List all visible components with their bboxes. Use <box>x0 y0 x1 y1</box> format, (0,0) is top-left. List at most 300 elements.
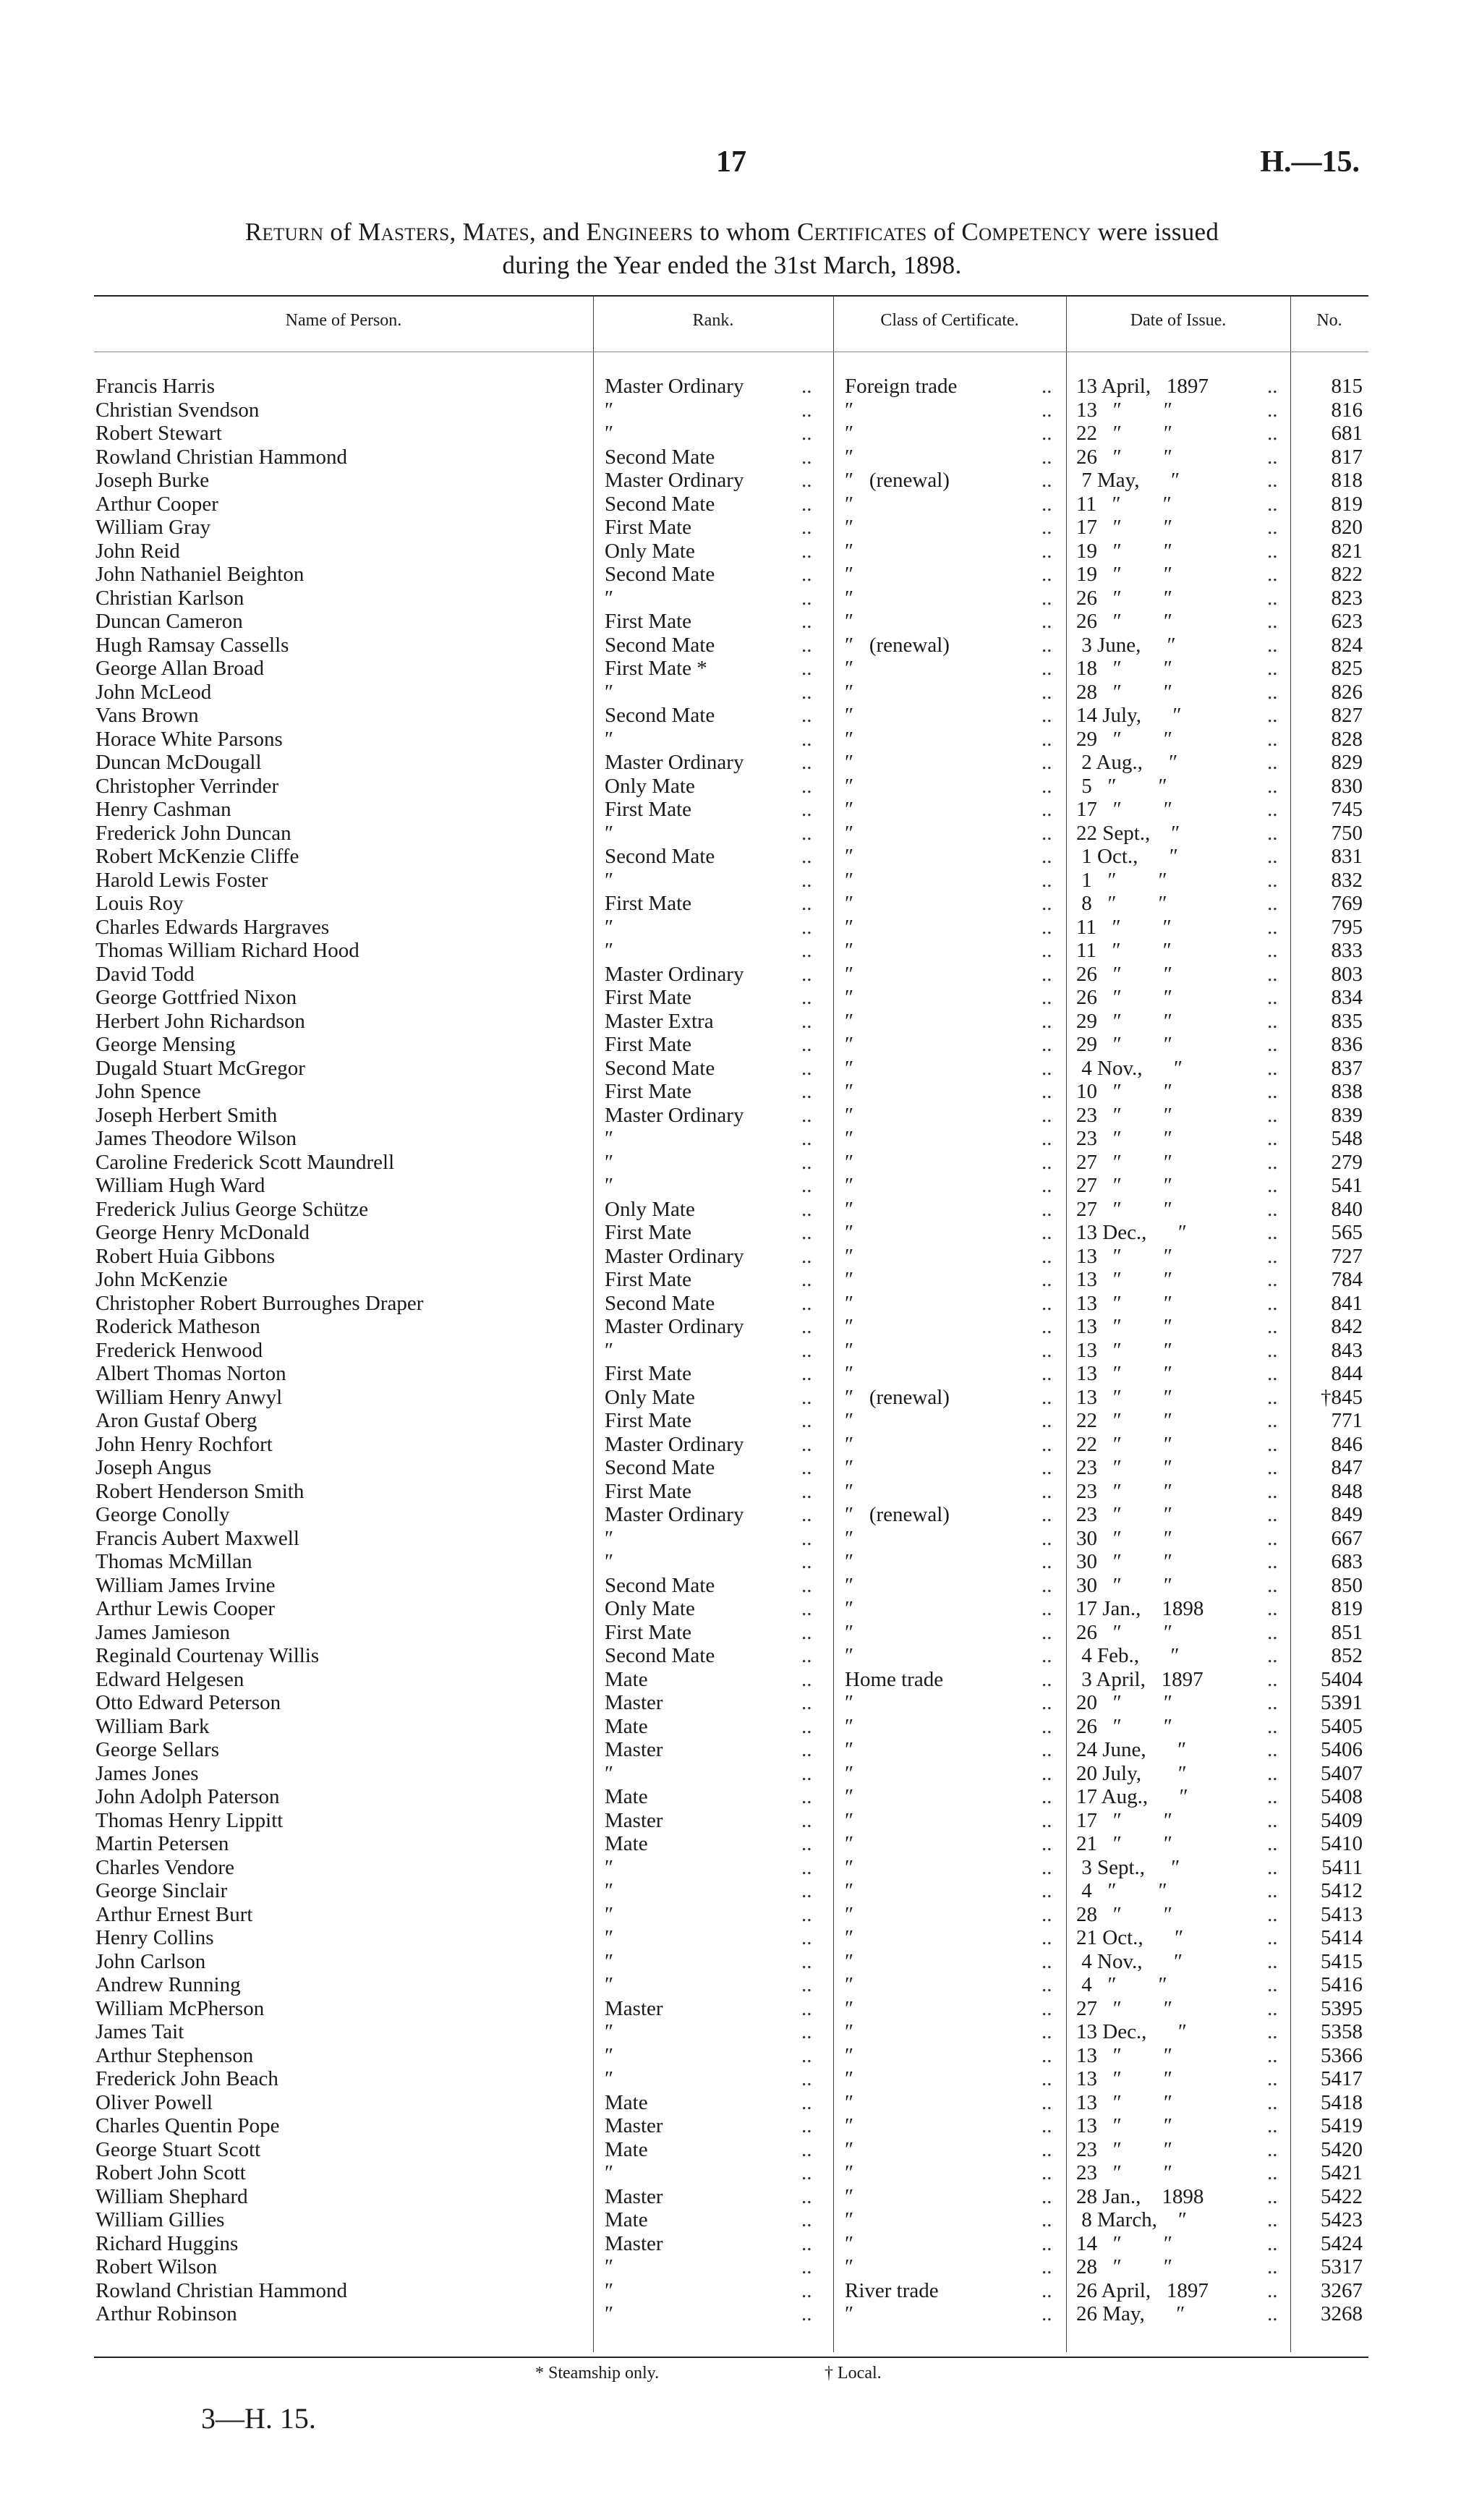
rank-leader-dots: .. <box>801 727 812 751</box>
certificate-number: 727 <box>1331 1244 1363 1268</box>
class-leader-dots: .. <box>1042 1197 1052 1221</box>
certificate-class: ″ (renewal) <box>845 1385 950 1409</box>
class-leader-dots: .. <box>1042 727 1052 751</box>
date-leader-dots: .. <box>1267 1033 1278 1056</box>
certificate-class: ″ <box>845 2231 854 2255</box>
certificate-number: 683 <box>1331 1550 1363 1573</box>
table-row <box>0 704 1461 728</box>
date-leader-dots: .. <box>1267 1479 1278 1503</box>
rank: Master Ordinary <box>605 469 744 492</box>
date-leader-dots: .. <box>1267 633 1278 657</box>
rank: ″ <box>605 422 614 445</box>
class-leader-dots: .. <box>1042 2137 1052 2161</box>
date-leader-dots: .. <box>1267 2067 1278 2090</box>
certificate-number: †845 <box>1321 1385 1363 1409</box>
certificate-number: 844 <box>1331 1362 1363 1385</box>
date-of-issue: 13 ″ ″ <box>1076 2114 1172 2137</box>
certificate-number: 835 <box>1331 1009 1363 1033</box>
certificate-number: 771 <box>1331 1409 1363 1432</box>
class-leader-dots: .. <box>1042 633 1052 657</box>
date-of-issue: 23 ″ ″ <box>1076 1456 1172 1479</box>
certificate-class: ″ <box>845 398 854 422</box>
certificate-number: 819 <box>1331 492 1363 516</box>
table-row <box>0 751 1461 775</box>
table-row <box>0 1057 1461 1081</box>
rank: Master Ordinary <box>605 1503 744 1526</box>
date-of-issue: 26 ″ ″ <box>1076 610 1172 633</box>
certificate-class: ″ <box>845 986 854 1009</box>
date-leader-dots: .. <box>1267 1080 1278 1103</box>
rank-leader-dots: .. <box>801 1808 812 1832</box>
certificate-class: ″ <box>845 751 854 774</box>
certificate-class: ″ <box>845 915 854 939</box>
table-row <box>0 540 1461 563</box>
person-name: Christian Svendson <box>95 398 260 422</box>
certificate-number: 3267 <box>1321 2278 1363 2302</box>
rank-leader-dots: .. <box>801 704 812 727</box>
person-name: Joseph Angus <box>95 1456 212 1479</box>
date-leader-dots: .. <box>1267 727 1278 751</box>
rank-leader-dots: .. <box>801 1033 812 1056</box>
date-leader-dots: .. <box>1267 610 1278 633</box>
date-of-issue: 28 ″ ″ <box>1076 1902 1172 1926</box>
certificate-class: ″ <box>845 1832 854 1855</box>
title-word: Competency <box>961 218 1091 246</box>
certificate-number: 831 <box>1331 845 1363 868</box>
class-leader-dots: .. <box>1042 375 1052 398</box>
certificate-number: 852 <box>1331 1644 1363 1667</box>
title-word: , and <box>529 218 587 246</box>
date-leader-dots: .. <box>1267 469 1278 492</box>
certificate-class: ″ <box>845 1855 854 1879</box>
rank: First Mate <box>605 1221 692 1244</box>
table-row <box>0 1715 1461 1739</box>
table-row <box>0 1174 1461 1198</box>
rank: Master <box>605 2184 663 2208</box>
rank: Master Ordinary <box>605 751 744 774</box>
rank: ″ <box>605 2255 614 2278</box>
certificate-class: ″ <box>845 586 854 610</box>
class-leader-dots: .. <box>1042 751 1052 774</box>
class-leader-dots: .. <box>1042 1056 1052 1080</box>
date-leader-dots: .. <box>1267 1221 1278 1244</box>
rank-leader-dots: .. <box>801 1597 812 1620</box>
date-of-issue: 28 Jan., 1898 <box>1076 2184 1204 2208</box>
class-leader-dots: .. <box>1042 1503 1052 1526</box>
certificate-number: 5422 <box>1321 2184 1363 2208</box>
date-of-issue: 23 ″ ″ <box>1076 2137 1172 2161</box>
date-leader-dots: .. <box>1267 1785 1278 1808</box>
person-name: Harold Lewis Foster <box>95 868 268 892</box>
rank: First Mate <box>605 1268 692 1291</box>
person-name: Arthur Ernest Burt <box>95 1902 253 1926</box>
certificate-class: ″ <box>845 845 854 868</box>
rank: ″ <box>605 680 614 704</box>
date-of-issue: 4 Feb., ″ <box>1076 1644 1180 1667</box>
table-row <box>0 1292 1461 1316</box>
table-row <box>0 610 1461 634</box>
class-leader-dots: .. <box>1042 1902 1052 1926</box>
table-row <box>0 1127 1461 1151</box>
date-leader-dots: .. <box>1267 2020 1278 2043</box>
class-leader-dots: .. <box>1042 1808 1052 1832</box>
class-leader-dots: .. <box>1042 845 1052 868</box>
date-of-issue: 21 ″ ″ <box>1076 1832 1172 1855</box>
person-name: Robert Henderson Smith <box>95 1479 304 1503</box>
column-header-name: Name of Person. <box>285 311 402 330</box>
certificate-number: 5404 <box>1321 1667 1363 1691</box>
rank-leader-dots: .. <box>801 1268 812 1291</box>
date-leader-dots: .. <box>1267 2137 1278 2161</box>
rank: Second Mate <box>605 445 715 469</box>
table-row <box>0 516 1461 540</box>
person-name: Robert Stewart <box>95 422 222 445</box>
certificate-class: ″ <box>845 1714 854 1738</box>
person-name: John Spence <box>95 1080 201 1103</box>
certificate-class: ″ <box>845 1009 854 1033</box>
date-leader-dots: .. <box>1267 2278 1278 2302</box>
table-row <box>0 2091 1461 2115</box>
person-name: David Todd <box>95 962 195 986</box>
certificate-class: ″ <box>845 1080 854 1103</box>
person-name: John Nathaniel Beighton <box>95 563 304 586</box>
footnote-local: † Local. <box>825 2364 882 2383</box>
class-leader-dots: .. <box>1042 2043 1052 2067</box>
rank: Master <box>605 1808 663 1832</box>
date-leader-dots: .. <box>1267 2114 1278 2137</box>
date-leader-dots: .. <box>1267 1973 1278 1996</box>
class-leader-dots: .. <box>1042 2114 1052 2137</box>
class-leader-dots: .. <box>1042 2231 1052 2255</box>
person-name: Vans Brown <box>95 704 199 727</box>
person-name: Charles Quentin Pope <box>95 2114 280 2137</box>
rank: ″ <box>605 2161 614 2184</box>
person-name: Andrew Running <box>95 1973 241 1996</box>
date-of-issue: 27 ″ ″ <box>1076 1197 1172 1221</box>
class-leader-dots: .. <box>1042 2302 1052 2325</box>
table-row <box>0 1033 1461 1057</box>
certificate-class: ″ <box>845 1362 854 1385</box>
top-rule <box>94 295 1368 297</box>
date-of-issue: 28 ″ ″ <box>1076 2255 1172 2278</box>
table-row <box>0 1950 1461 1974</box>
certificate-number: 817 <box>1331 445 1363 469</box>
date-leader-dots: .. <box>1267 375 1278 398</box>
date-of-issue: 23 ″ ″ <box>1076 1503 1172 1526</box>
certificate-class: ″ (renewal) <box>845 633 950 657</box>
class-leader-dots: .. <box>1042 915 1052 939</box>
table-row <box>0 2279 1461 2303</box>
certificate-class: ″ <box>845 1432 854 1456</box>
class-leader-dots: .. <box>1042 1691 1052 1714</box>
date-of-issue: 27 ″ ″ <box>1076 1174 1172 1197</box>
certificate-class: ″ <box>845 2302 854 2325</box>
date-leader-dots: .. <box>1267 1456 1278 1479</box>
certificate-number: 826 <box>1331 680 1363 704</box>
date-of-issue: 17 Jan., 1898 <box>1076 1597 1204 1620</box>
rank-leader-dots: .. <box>801 915 812 939</box>
person-name: Charles Edwards Hargraves <box>95 915 330 939</box>
date-leader-dots: .. <box>1267 657 1278 680</box>
class-leader-dots: .. <box>1042 398 1052 422</box>
date-of-issue: 14 ″ ″ <box>1076 2231 1172 2255</box>
date-of-issue: 11 ″ ″ <box>1076 939 1172 962</box>
class-leader-dots: .. <box>1042 1949 1052 1973</box>
table-row <box>0 1198 1461 1222</box>
person-name: Francis Harris <box>95 375 216 398</box>
rank-leader-dots: .. <box>801 2020 812 2043</box>
date-of-issue: 4 ″ ″ <box>1076 1973 1167 1996</box>
certificate-number: 5366 <box>1321 2043 1363 2067</box>
date-of-issue: 2 Aug., ″ <box>1076 751 1178 774</box>
rank: Only Mate <box>605 1197 695 1221</box>
person-name: George Sellars <box>95 1738 219 1761</box>
rank-leader-dots: .. <box>801 1855 812 1879</box>
date-of-issue: 23 ″ ″ <box>1076 1103 1172 1127</box>
person-name: John Henry Rochfort <box>95 1432 273 1456</box>
date-leader-dots: .. <box>1267 1550 1278 1573</box>
table-row <box>0 493 1461 516</box>
certificate-number: 823 <box>1331 586 1363 610</box>
date-leader-dots: .. <box>1267 1432 1278 1456</box>
table-row <box>0 1527 1461 1551</box>
certificate-number: 839 <box>1331 1103 1363 1127</box>
person-name: Reginald Courtenay Willis <box>95 1644 320 1667</box>
date-of-issue: 20 July, ″ <box>1076 1761 1187 1785</box>
certificate-number: 541 <box>1331 1174 1363 1197</box>
rank-leader-dots: .. <box>801 868 812 892</box>
table-row <box>0 1339 1461 1363</box>
person-name: Otto Edward Peterson <box>95 1691 281 1714</box>
date-leader-dots: .. <box>1267 516 1278 539</box>
class-leader-dots: .. <box>1042 2020 1052 2043</box>
rank-leader-dots: .. <box>801 1644 812 1667</box>
certificate-class: ″ <box>845 1127 854 1150</box>
rank: ″ <box>605 821 614 845</box>
table-row <box>0 798 1461 822</box>
rank-leader-dots: .. <box>801 2231 812 2255</box>
rank: Mate <box>605 1785 648 1808</box>
rank: Master Ordinary <box>605 1432 744 1456</box>
date-of-issue: 30 ″ ″ <box>1076 1550 1172 1573</box>
class-leader-dots: .. <box>1042 1291 1052 1315</box>
date-of-issue: 26 ″ ″ <box>1076 445 1172 469</box>
certificate-class: ″ <box>845 1409 854 1432</box>
table-row <box>0 1691 1461 1715</box>
table-row <box>0 1104 1461 1128</box>
certificate-number: 5423 <box>1321 2208 1363 2231</box>
table-row <box>0 1010 1461 1034</box>
date-leader-dots: .. <box>1267 398 1278 422</box>
rank-leader-dots: .. <box>801 469 812 492</box>
rank: Only Mate <box>605 539 695 563</box>
certificate-class: ″ <box>845 1150 854 1174</box>
person-name: Christopher Robert Burroughes Draper <box>95 1291 424 1315</box>
table-row <box>0 1221 1461 1245</box>
rank-leader-dots: .. <box>801 375 812 398</box>
person-name: Frederick John Beach <box>95 2067 278 2090</box>
class-leader-dots: .. <box>1042 680 1052 704</box>
person-name: Robert John Scott <box>95 2161 246 2184</box>
person-name: John McLeod <box>95 680 212 704</box>
footnote-steamship: * Steamship only. <box>535 2364 660 2383</box>
rank-leader-dots: .. <box>801 539 812 563</box>
person-name: Charles Vendore <box>95 1855 234 1879</box>
rank: Second Mate <box>605 1456 715 1479</box>
date-of-issue: 23 ″ ″ <box>1076 1479 1172 1503</box>
person-name: William Hugh Ward <box>95 1174 265 1197</box>
table-row <box>0 1362 1461 1386</box>
rank: First Mate <box>605 1080 692 1103</box>
certificate-class: River trade <box>845 2278 939 2302</box>
date-of-issue: 13 ″ ″ <box>1076 1338 1172 1362</box>
person-name: George Stuart Scott <box>95 2137 261 2161</box>
certificate-number: 803 <box>1331 962 1363 986</box>
person-name: Francis Aubert Maxwell <box>95 1526 299 1550</box>
title-word: to whom <box>693 218 797 246</box>
class-leader-dots: .. <box>1042 1103 1052 1127</box>
certificate-class: ″ <box>845 657 854 680</box>
table-row <box>0 1621 1461 1645</box>
certificate-number: 5406 <box>1321 1738 1363 1761</box>
person-name: Robert McKenzie Cliffe <box>95 845 299 868</box>
class-leader-dots: .. <box>1042 1456 1052 1479</box>
rank: Second Mate <box>605 704 715 727</box>
certificate-class: ″ <box>845 1550 854 1573</box>
rank: Master <box>605 1996 663 2020</box>
class-leader-dots: .. <box>1042 1550 1052 1573</box>
rank: Second Mate <box>605 1056 715 1080</box>
rank: Master Ordinary <box>605 1315 744 1338</box>
rank: First Mate <box>605 986 692 1009</box>
date-of-issue: 27 ″ ″ <box>1076 1150 1172 1174</box>
rank-leader-dots: .. <box>801 1902 812 1926</box>
class-leader-dots: .. <box>1042 892 1052 915</box>
date-leader-dots: .. <box>1267 1127 1278 1150</box>
certificate-number: 838 <box>1331 1080 1363 1103</box>
rank: First Mate <box>605 1479 692 1503</box>
rank: ″ <box>605 1127 614 1150</box>
class-leader-dots: .. <box>1042 1338 1052 1362</box>
certificate-class: ″ <box>845 1738 854 1761</box>
date-leader-dots: .. <box>1267 1174 1278 1197</box>
date-leader-dots: .. <box>1267 492 1278 516</box>
certificate-class: Home trade <box>845 1667 944 1691</box>
date-of-issue: 17 ″ ″ <box>1076 1808 1172 1832</box>
date-leader-dots: .. <box>1267 2090 1278 2114</box>
date-leader-dots: .. <box>1267 798 1278 821</box>
rank: ″ <box>605 1973 614 1996</box>
certificate-number: 667 <box>1331 1526 1363 1550</box>
certificate-number: 795 <box>1331 915 1363 939</box>
rank: First Mate <box>605 892 692 915</box>
class-leader-dots: .. <box>1042 492 1052 516</box>
date-of-issue: 8 ″ ″ <box>1076 892 1167 915</box>
certificate-number: 816 <box>1331 398 1363 422</box>
certificate-class: ″ <box>845 1597 854 1620</box>
date-leader-dots: .. <box>1267 1832 1278 1855</box>
person-name: Herbert John Richardson <box>95 1009 305 1033</box>
date-of-issue: 26 ″ ″ <box>1076 962 1172 986</box>
date-leader-dots: .. <box>1267 445 1278 469</box>
class-leader-dots: .. <box>1042 986 1052 1009</box>
table-row <box>0 963 1461 987</box>
person-name: James Theodore Wilson <box>95 1127 297 1150</box>
certificate-number: 5410 <box>1321 1832 1363 1855</box>
class-leader-dots: .. <box>1042 1879 1052 1902</box>
certificate-number: 5408 <box>1321 1785 1363 1808</box>
date-of-issue: 17 ″ ″ <box>1076 516 1172 539</box>
class-leader-dots: .. <box>1042 798 1052 821</box>
rank-leader-dots: .. <box>801 1103 812 1127</box>
date-leader-dots: .. <box>1267 939 1278 962</box>
person-name: William Gray <box>95 516 211 539</box>
rank-leader-dots: .. <box>801 2090 812 2114</box>
certificate-number: 5420 <box>1321 2137 1363 2161</box>
table-row <box>0 1856 1461 1880</box>
certificate-class: ″ <box>845 2067 854 2090</box>
rank-leader-dots: .. <box>801 1080 812 1103</box>
rank: Second Mate <box>605 845 715 868</box>
certificate-class: ″ <box>845 492 854 516</box>
class-leader-dots: .. <box>1042 962 1052 986</box>
class-leader-dots: .. <box>1042 1315 1052 1338</box>
rank: First Mate * <box>605 657 707 680</box>
rank-leader-dots: .. <box>801 1056 812 1080</box>
title-word: Return <box>244 218 324 246</box>
class-leader-dots: .. <box>1042 2208 1052 2231</box>
certificate-number: 565 <box>1331 1221 1363 1244</box>
certificate-number: 5417 <box>1321 2067 1363 2090</box>
date-leader-dots: .. <box>1267 586 1278 610</box>
rank: Master <box>605 1691 663 1714</box>
date-of-issue: 17 ″ ″ <box>1076 798 1172 821</box>
certificate-number: 834 <box>1331 986 1363 1009</box>
rank-leader-dots: .. <box>801 1244 812 1268</box>
date-leader-dots: .. <box>1267 1949 1278 1973</box>
date-leader-dots: .. <box>1267 1691 1278 1714</box>
certificate-number: 841 <box>1331 1291 1363 1315</box>
class-leader-dots: .. <box>1042 469 1052 492</box>
certificate-number: 848 <box>1331 1479 1363 1503</box>
table-row <box>0 845 1461 869</box>
date-leader-dots: .. <box>1267 1879 1278 1902</box>
date-leader-dots: .. <box>1267 986 1278 1009</box>
rank: Only Mate <box>605 1385 695 1409</box>
certificate-number: 5414 <box>1321 1926 1363 1949</box>
rank-leader-dots: .. <box>801 422 812 445</box>
rank: First Mate <box>605 610 692 633</box>
certificate-number: 5405 <box>1321 1714 1363 1738</box>
class-leader-dots: .. <box>1042 657 1052 680</box>
table-row <box>0 399 1461 422</box>
date-of-issue: 30 ″ ″ <box>1076 1526 1172 1550</box>
person-name: Horace White Parsons <box>95 727 283 751</box>
certificate-class: ″ <box>845 1174 854 1197</box>
certificate-number: 837 <box>1331 1056 1363 1080</box>
person-name: Duncan Cameron <box>95 610 243 633</box>
certificate-class: ″ <box>845 2114 854 2137</box>
person-name: John Carlson <box>95 1949 206 1973</box>
date-of-issue: 3 Sept., ″ <box>1076 1855 1180 1879</box>
rank: Master Ordinary <box>605 1103 744 1127</box>
table-row <box>0 657 1461 681</box>
certificate-class: ″ <box>845 727 854 751</box>
class-leader-dots: .. <box>1042 1150 1052 1174</box>
date-of-issue: 7 May, ″ <box>1076 469 1180 492</box>
class-leader-dots: .. <box>1042 586 1052 610</box>
table-row <box>0 822 1461 846</box>
